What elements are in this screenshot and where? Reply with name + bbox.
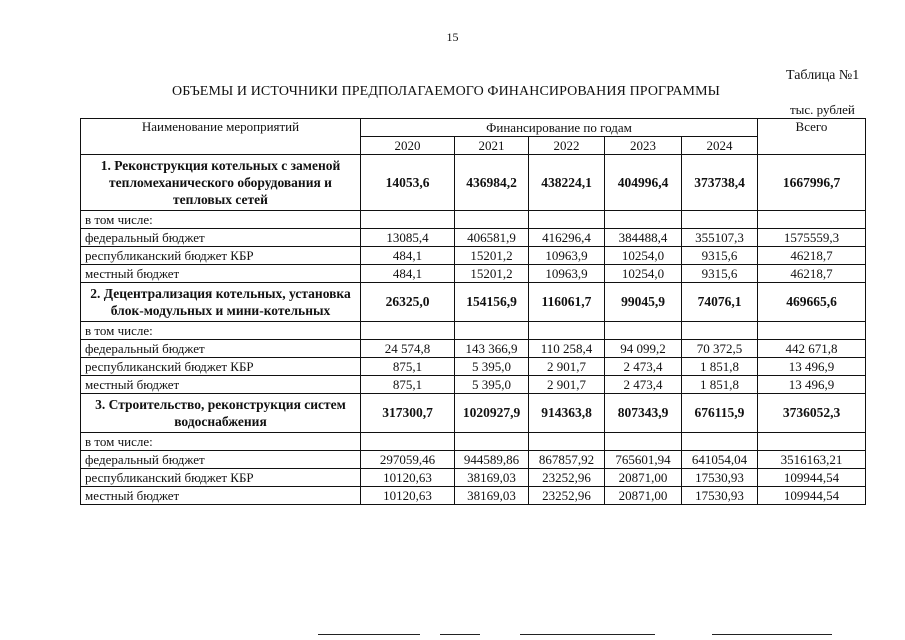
value-cell: 5 395,0 <box>455 358 529 376</box>
value-cell: 110 258,4 <box>529 340 605 358</box>
section-value-cell: 26325,0 <box>361 283 455 322</box>
empty-cell <box>758 211 866 229</box>
table-row <box>81 487 866 505</box>
footer-line <box>440 634 480 635</box>
total-cell: 13 496,9 <box>758 376 866 394</box>
section-value-cell: 116061,7 <box>529 283 605 322</box>
table-row <box>81 469 866 487</box>
value-cell: 2 901,7 <box>529 358 605 376</box>
value-cell: 23252,96 <box>529 469 605 487</box>
footer-line <box>318 634 420 635</box>
value-cell: 355107,3 <box>682 229 758 247</box>
section-value-cell: 373738,4 <box>682 155 758 211</box>
section-value-cell: 317300,7 <box>361 394 455 433</box>
value-cell: 13085,4 <box>361 229 455 247</box>
value-cell: 94 099,2 <box>605 340 682 358</box>
header-year: 2023 <box>605 137 682 155</box>
value-cell: 416296,4 <box>529 229 605 247</box>
empty-cell <box>682 211 758 229</box>
section-value-cell: 438224,1 <box>529 155 605 211</box>
section-row <box>81 283 866 322</box>
value-cell: 297059,46 <box>361 451 455 469</box>
value-cell: 2 901,7 <box>529 376 605 394</box>
table-row <box>81 451 866 469</box>
section-total-cell: 469665,6 <box>758 283 866 322</box>
header-year: 2024 <box>682 137 758 155</box>
value-cell: 10120,63 <box>361 469 455 487</box>
section-value-cell: 1020927,9 <box>455 394 529 433</box>
financing-table <box>80 118 866 505</box>
value-cell: 10963,9 <box>529 265 605 283</box>
value-cell: 17530,93 <box>682 487 758 505</box>
including-label: в том числе: <box>81 322 361 340</box>
budget-label: республиканский бюджет КБР <box>81 469 361 487</box>
value-cell: 2 473,4 <box>605 376 682 394</box>
value-cell: 10120,63 <box>361 487 455 505</box>
value-cell: 944589,86 <box>455 451 529 469</box>
value-cell: 23252,96 <box>529 487 605 505</box>
value-cell: 406581,9 <box>455 229 529 247</box>
document-title: ОБЪЕМЫ И ИСТОЧНИКИ ПРЕДПОЛАГАЕМОГО ФИНАНСИРОВАНИЯ ПРОГРАММЫ <box>172 84 720 99</box>
header-name: Наименование мероприятий <box>81 119 361 155</box>
empty-cell <box>682 322 758 340</box>
including-row <box>81 211 866 229</box>
total-cell: 109944,54 <box>758 469 866 487</box>
value-cell: 24 574,8 <box>361 340 455 358</box>
value-cell: 10254,0 <box>605 265 682 283</box>
value-cell: 484,1 <box>361 247 455 265</box>
empty-cell <box>361 322 455 340</box>
value-cell: 20871,00 <box>605 487 682 505</box>
value-cell: 10963,9 <box>529 247 605 265</box>
total-cell: 46218,7 <box>758 265 866 283</box>
section-row <box>81 155 866 211</box>
section-value-cell: 404996,4 <box>605 155 682 211</box>
table-body <box>81 155 866 505</box>
empty-cell <box>529 433 605 451</box>
value-cell: 17530,93 <box>682 469 758 487</box>
total-cell: 109944,54 <box>758 487 866 505</box>
value-cell: 9315,6 <box>682 247 758 265</box>
header-year: 2020 <box>361 137 455 155</box>
footer-line <box>520 634 655 635</box>
budget-label: республиканский бюджет КБР <box>81 358 361 376</box>
table-row <box>81 247 866 265</box>
empty-cell <box>758 322 866 340</box>
section-value-cell: 14053,6 <box>361 155 455 211</box>
budget-label: местный бюджет <box>81 265 361 283</box>
budget-label: республиканский бюджет КБР <box>81 247 361 265</box>
value-cell: 10254,0 <box>605 247 682 265</box>
value-cell: 9315,6 <box>682 265 758 283</box>
including-label: в том числе: <box>81 211 361 229</box>
table-label: Таблица №1 <box>786 68 860 83</box>
including-label: в том числе: <box>81 433 361 451</box>
budget-label: местный бюджет <box>81 376 361 394</box>
value-cell: 384488,4 <box>605 229 682 247</box>
empty-cell <box>455 433 529 451</box>
section-value-cell: 807343,9 <box>605 394 682 433</box>
value-cell: 875,1 <box>361 376 455 394</box>
section-total-cell: 1667996,7 <box>758 155 866 211</box>
table-row <box>81 340 866 358</box>
value-cell: 38169,03 <box>455 469 529 487</box>
including-row <box>81 433 866 451</box>
total-cell: 3516163,21 <box>758 451 866 469</box>
section-value-cell: 154156,9 <box>455 283 529 322</box>
footer-line <box>712 634 832 635</box>
table-row <box>81 358 866 376</box>
table-row <box>81 229 866 247</box>
empty-cell <box>529 322 605 340</box>
section-row <box>81 394 866 433</box>
empty-cell <box>455 322 529 340</box>
including-row <box>81 322 866 340</box>
value-cell: 641054,04 <box>682 451 758 469</box>
value-cell: 20871,00 <box>605 469 682 487</box>
total-cell: 442 671,8 <box>758 340 866 358</box>
section-value-cell: 436984,2 <box>455 155 529 211</box>
empty-cell <box>455 211 529 229</box>
section-value-cell: 914363,8 <box>529 394 605 433</box>
total-cell: 46218,7 <box>758 247 866 265</box>
empty-cell <box>361 433 455 451</box>
empty-cell <box>529 211 605 229</box>
section-value-cell: 676115,9 <box>682 394 758 433</box>
value-cell: 15201,2 <box>455 265 529 283</box>
section-title: 1. Реконструкция котельных с заменой тепломеханического оборудования и тепловых сетей <box>81 155 361 211</box>
budget-label: федеральный бюджет <box>81 451 361 469</box>
value-cell: 5 395,0 <box>455 376 529 394</box>
empty-cell <box>605 211 682 229</box>
header-year: 2021 <box>455 137 529 155</box>
budget-label: федеральный бюджет <box>81 340 361 358</box>
total-cell: 13 496,9 <box>758 358 866 376</box>
value-cell: 2 473,4 <box>605 358 682 376</box>
empty-cell <box>605 322 682 340</box>
value-cell: 1 851,8 <box>682 376 758 394</box>
section-total-cell: 3736052,3 <box>758 394 866 433</box>
page-number: 15 <box>446 30 459 44</box>
empty-cell <box>605 433 682 451</box>
header-row <box>81 119 866 137</box>
section-title: 2. Децентрализация котельных, установка блок-модульных и мини-котельных <box>81 283 361 322</box>
header-year: 2022 <box>529 137 605 155</box>
empty-cell <box>361 211 455 229</box>
total-cell: 1575559,3 <box>758 229 866 247</box>
table-row <box>81 376 866 394</box>
value-cell: 875,1 <box>361 358 455 376</box>
section-title: 3. Строительство, реконструкция систем водоснабжения <box>81 394 361 433</box>
table-row <box>81 265 866 283</box>
budget-label: федеральный бюджет <box>81 229 361 247</box>
section-value-cell: 74076,1 <box>682 283 758 322</box>
value-cell: 1 851,8 <box>682 358 758 376</box>
value-cell: 484,1 <box>361 265 455 283</box>
value-cell: 38169,03 <box>455 487 529 505</box>
value-cell: 70 372,5 <box>682 340 758 358</box>
budget-label: местный бюджет <box>81 487 361 505</box>
section-value-cell: 99045,9 <box>605 283 682 322</box>
empty-cell <box>758 433 866 451</box>
empty-cell <box>682 433 758 451</box>
header-total: Всего <box>758 119 866 155</box>
value-cell: 143 366,9 <box>455 340 529 358</box>
unit-note: тыс. рублей <box>790 102 855 117</box>
value-cell: 867857,92 <box>529 451 605 469</box>
value-cell: 765601,94 <box>605 451 682 469</box>
header-financing: Финансирование по годам <box>361 119 758 137</box>
value-cell: 15201,2 <box>455 247 529 265</box>
